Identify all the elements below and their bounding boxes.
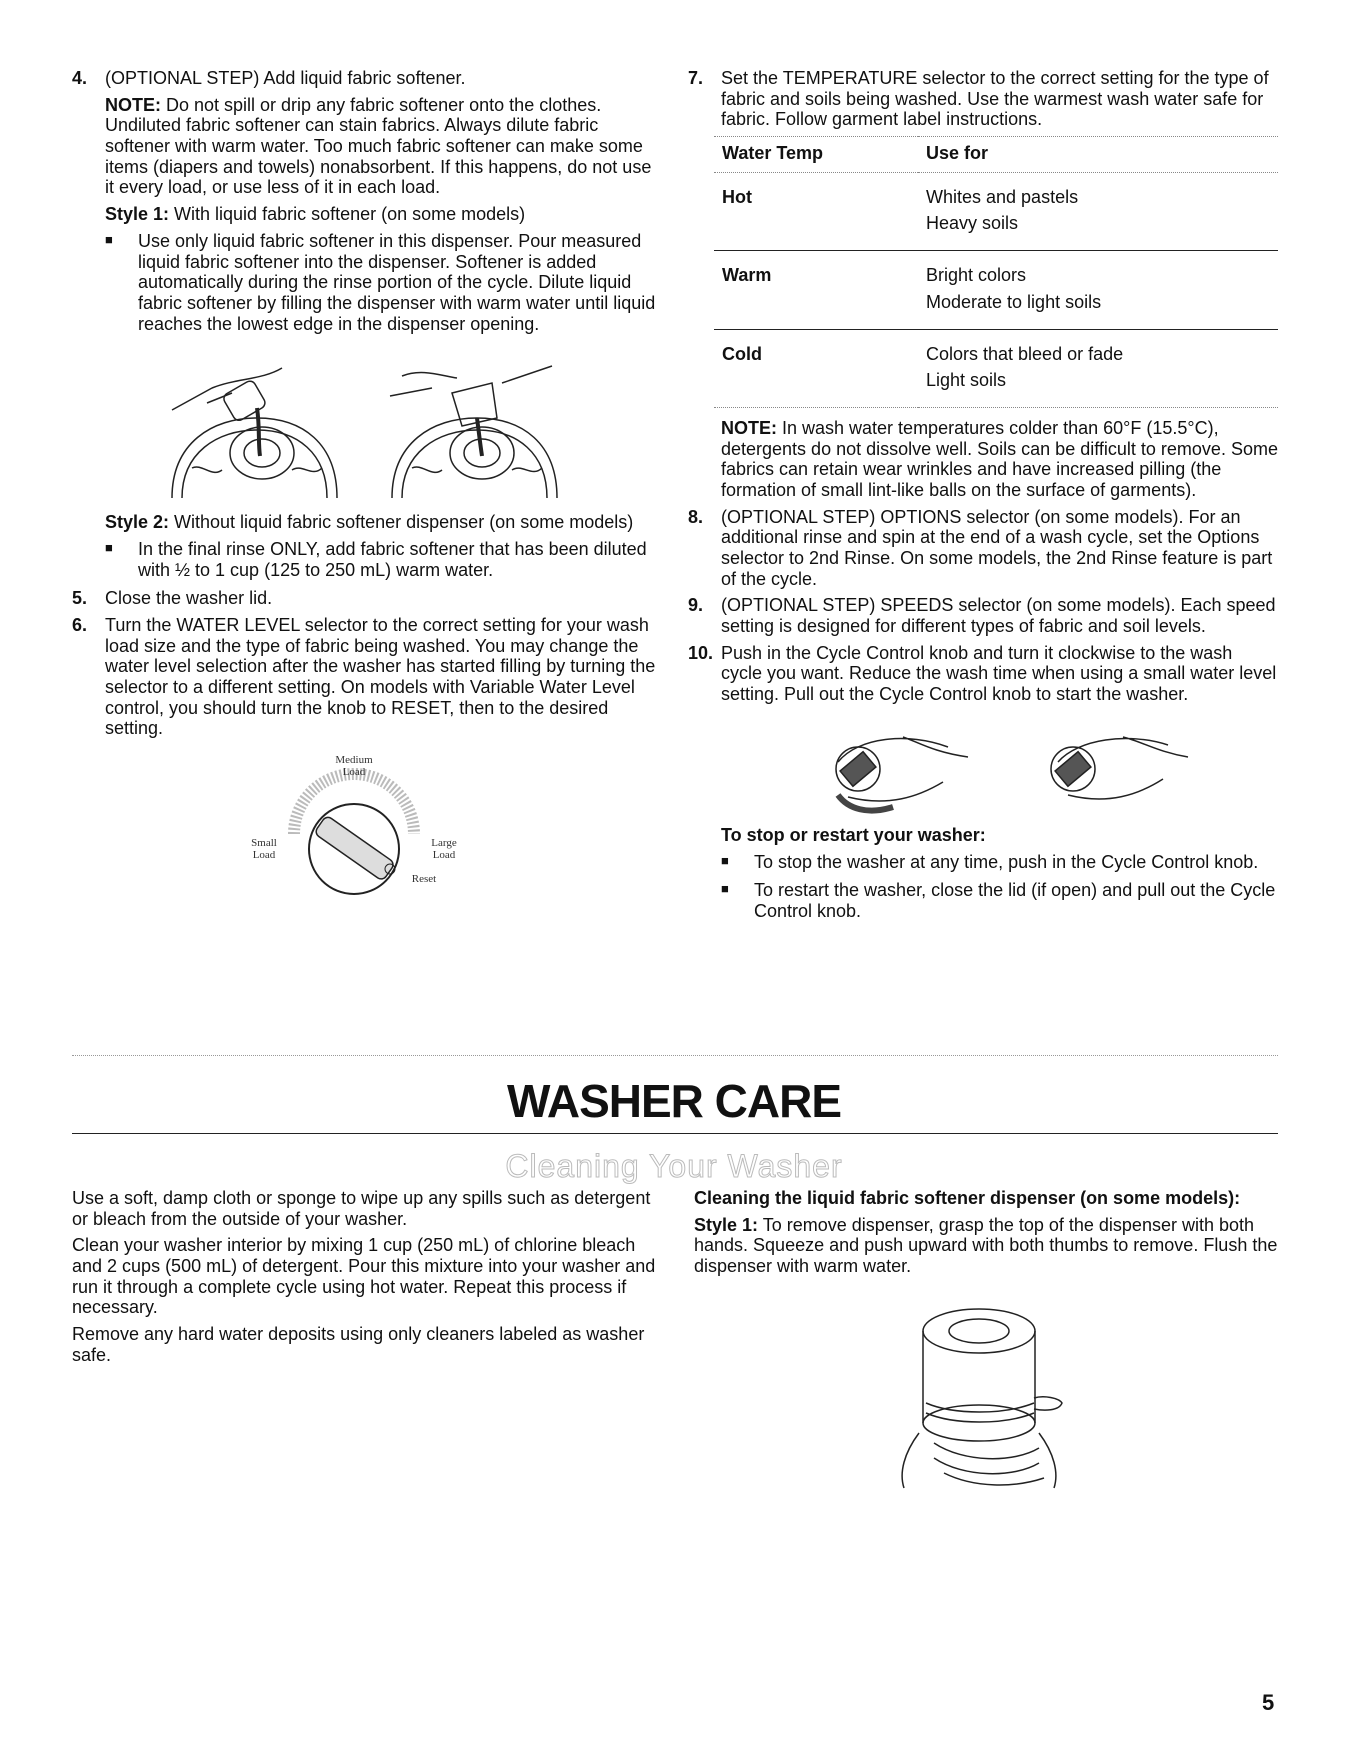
style-text: To remove dispenser, grasp the top of the dispenser with both hands. Squeeze and push upward with both thumbs to remove. Flush the dispenser with warm water. — [694, 1214, 1278, 1277]
step-text: (OPTIONAL STEP) SPEEDS selector (on some models). Each speed setting is designed for different types of fabric and soil levels. — [721, 595, 1276, 637]
step-number: 10. — [688, 642, 714, 663]
table-header: Water Temp — [714, 137, 918, 173]
use-line: Whites and pastels — [926, 186, 1079, 207]
use-cell — [918, 251, 1278, 329]
bullet-icon: ■ — [105, 231, 113, 247]
step-text: (OPTIONAL STEP) Add liquid fabric softener. — [105, 68, 466, 88]
style-label: Style 2: — [105, 512, 170, 533]
use-line: Bright colors — [926, 265, 1027, 286]
step-text: Set the TEMPERATURE selector to the correct setting for the type of fabric and soils being washed. Use the warmest wash water safe for fabric. Follow garment label instructions. — [721, 68, 1269, 130]
page-number: 5 — [1262, 1690, 1275, 1715]
care-paragraph: Clean your washer interior by mixing 1 cup (250 mL) of chlorine bleach and 2 cups (500 mL) of detergent. Pour this mixture into your washer and run it through a complete cycle using hot water. Repeat this process if necessary. — [72, 1235, 656, 1318]
heading-text: To stop or restart your washer: — [721, 824, 986, 845]
step-number: 5. — [72, 588, 88, 609]
use-line: Light soils — [926, 370, 1007, 391]
bullet-icon: ■ — [721, 881, 729, 897]
step-5 — [72, 588, 662, 609]
note-label: NOTE: — [105, 94, 161, 115]
note-softener — [105, 95, 662, 198]
bullet-text: Use only liquid fabric softener in this dispenser. Pour measured liquid fabric softener into the dispenser. Softener is added automatically during the rinse portion of the cycle. Dilute liquid fabric softener by filling the dispenser with warm water until liquid reaches the lowest edge in the dispenser opening. — [138, 230, 656, 334]
care-paragraph: Remove any hard water deposits using only cleaners labeled as washer safe. — [72, 1324, 645, 1365]
dial-label-reset: Reset — [411, 873, 437, 886]
step-7 — [688, 68, 1278, 130]
dial-label-large-load: Load — [432, 849, 456, 862]
section-subtitle: Cleaning Your Washer — [505, 1148, 843, 1184]
style-label: Style 1: — [105, 204, 170, 225]
softener-dispenser-image — [694, 1303, 1278, 1503]
temp-cell: Warm — [714, 251, 918, 329]
dispenser-cleaning-heading — [694, 1188, 1278, 1209]
list-item — [105, 539, 662, 580]
care-left-column — [72, 1188, 662, 1372]
step-number: 7. — [688, 68, 704, 88]
divider — [72, 1055, 1278, 1056]
bullet-text: To restart the washer, close the lid (if open) and pull out the Cycle Control knob. — [754, 880, 1276, 921]
care-right-column — [694, 1188, 1278, 1517]
step-number: 9. — [688, 595, 704, 616]
step-number: 8. — [688, 506, 704, 527]
right-column — [688, 68, 1278, 930]
care-paragraph: Use a soft, damp cloth or sponge to wipe up any spills such as detergent or bleach from the outside of your washer. — [72, 1188, 651, 1229]
bullet-text: In the final rinse ONLY, add fabric softener that has been diluted with ½ to 1 cup (125 to 250 mL) warm water. — [138, 538, 647, 580]
dial-label-small: Small — [251, 837, 277, 850]
step-4 — [72, 68, 662, 89]
note-text: Do not spill or drip any fabric softener onto the clothes. Undiluted fabric softener can stain fabrics. Always dilute fabric softener with warm water. Too much fabric softener can make some items (diapers and towels) nonabsorbent. If this happens, do not use it every load, or use less of it in each load. — [105, 94, 652, 198]
dial-label-large: Large — [431, 837, 457, 850]
bullet-text: To stop the washer at any time, push in the Cycle Control knob. — [754, 851, 1259, 872]
section-title: WASHER CARE — [506, 1075, 842, 1127]
dial-label-medium: Medium — [335, 754, 373, 767]
table-row — [714, 251, 1278, 329]
style-text: Without liquid fabric softener dispenser (on some models) — [169, 512, 634, 533]
use-line: Heavy soils — [926, 213, 1019, 234]
step-text: (OPTIONAL STEP) OPTIONS selector (on some models). For an additional rinse and spin at the end of a wash cycle, set the Options selector to 2nd Rinse. On some models, the 2nd Rinse feature is part of the cycle. — [721, 506, 1273, 589]
dial-label-medium-load: Load — [342, 766, 366, 779]
dial-label-small-load: Load — [252, 849, 276, 862]
heading-text: Cleaning the liquid fabric softener dispenser (on some models): — [694, 1188, 1241, 1208]
bullet-icon: ■ — [105, 539, 113, 555]
softener-pouring-illustration — [72, 348, 662, 498]
note-label: NOTE: — [721, 417, 777, 438]
step-number: 6. — [72, 615, 88, 635]
left-column — [72, 68, 662, 913]
table-header: Use for — [918, 137, 1278, 173]
cycle-control-knob-image — [688, 717, 1278, 817]
style-1-line — [105, 204, 662, 225]
note-temperature — [721, 418, 1278, 501]
use-line: Moderate to light soils — [926, 291, 1102, 312]
step-10 — [688, 643, 1278, 705]
step-text: Push in the Cycle Control knob and turn it clockwise to the wash cycle you want. Reduce the wash time when using a small water level setting. Pull out the Cycle Control knob to start the washer. — [721, 642, 1277, 705]
temp-cell: Hot — [714, 172, 918, 250]
pouring-softener-image — [72, 348, 662, 498]
style-2-line — [105, 512, 662, 533]
water-temperature-table — [714, 136, 1278, 408]
step-number: 4. — [72, 68, 88, 88]
step-6 — [72, 615, 662, 739]
list-item — [721, 880, 1278, 921]
note-text: In wash water temperatures colder than 60°F (15.5°C), detergents do not dissolve well. Soils can be difficult to remove. Some fabrics can retain wear wrinkles and have increased pilling (the formation of small lint-like balls on the surface of garments). — [721, 417, 1278, 500]
use-cell — [918, 329, 1278, 407]
list-item — [105, 231, 662, 334]
list-item — [721, 852, 1278, 873]
use-line: Colors that bleed or fade — [926, 343, 1124, 364]
step-text: Close the washer lid. — [105, 588, 273, 609]
stop-restart-heading — [721, 825, 1278, 846]
style-label: Style 1: — [694, 1214, 759, 1235]
cycle-knob-illustration — [688, 717, 1278, 817]
water-level-dial-illustration — [72, 749, 662, 899]
dispenser-style-1 — [694, 1215, 1278, 1277]
dispenser-illustration — [694, 1303, 1278, 1503]
table-row — [714, 329, 1278, 407]
bullet-icon: ■ — [721, 852, 729, 868]
section-rule — [72, 1133, 1278, 1134]
step-8 — [688, 507, 1278, 590]
table-header-row — [714, 137, 1278, 173]
temp-cell: Cold — [714, 329, 918, 407]
step-text: Turn the WATER LEVEL selector to the correct setting for your wash load size and the type of fabric being washed. You may change the water level selection after the washer has started filling by turning the selector to a different setting. On models with Variable Water Level control, you should turn the knob to RESET, then to the desired setting. — [105, 615, 656, 739]
table-row — [714, 172, 1278, 250]
style-text: With liquid fabric softener (on some models) — [169, 204, 526, 225]
use-cell — [918, 172, 1278, 250]
step-9 — [688, 595, 1278, 636]
water-level-dial — [72, 749, 662, 899]
